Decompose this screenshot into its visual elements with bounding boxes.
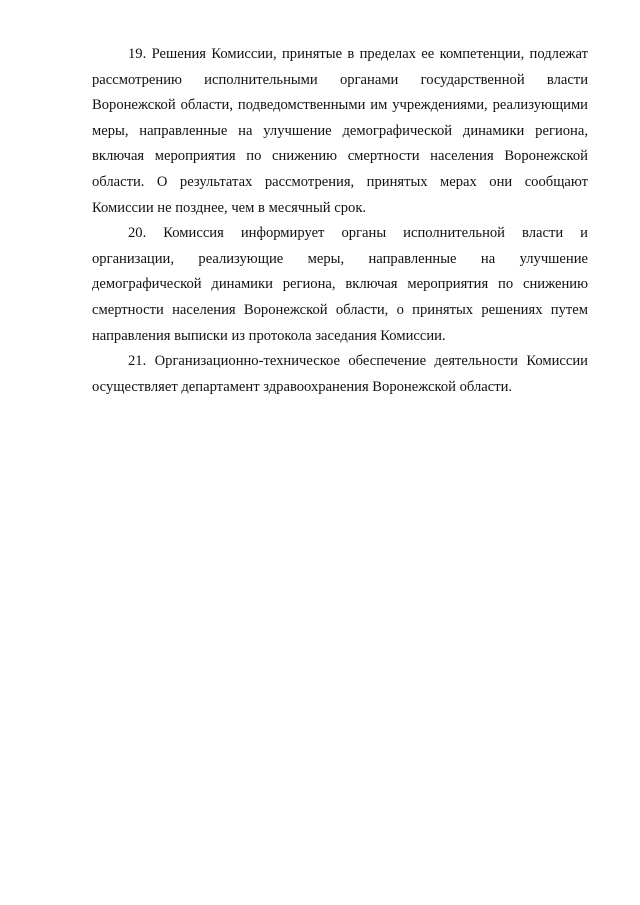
- document-body: [92, 42, 588, 400]
- paragraph-19: 19. Решения Комиссии, принятые в пределах ее компетенции, подлежат рассмотрению исполнительными органами государственной власти Воронежской области, подведомственными им учреждениями, реализующими меры, направленные на улучшение демографической динамики региона, включая мероприятия по снижению смертности населения Воронежской области. О результатах рассмотрения, принятых мерах они сообщают Комиссии не позднее, чем в месячный срок.: [92, 46, 588, 216]
- paragraph-20: 20. Комиссия информирует органы исполнительной власти и организации, реализующие меры, направленные на улучшение демографической динамики региона, включая мероприятия по снижению смертности населения Воронежской области, о принятых решениях путем направления выписки из протокола заседания Комиссии.: [92, 225, 588, 344]
- paragraph-21: 21. Организационно-техническое обеспечение деятельности Комиссии осуществляет департамент здравоохранения Воронежской области.: [92, 353, 588, 395]
